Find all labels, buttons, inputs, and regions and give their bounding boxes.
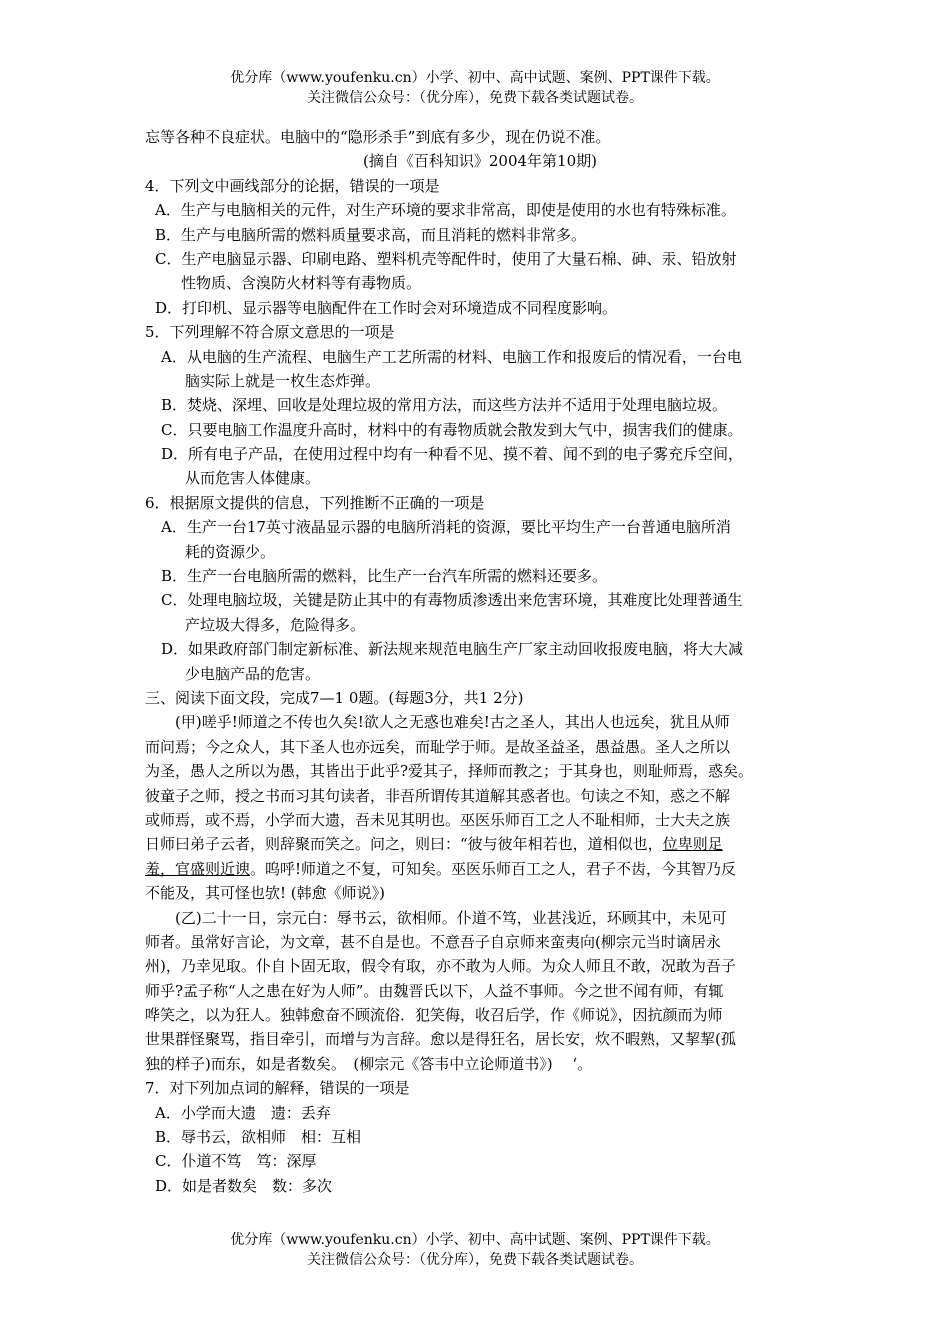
passage-yi — [145, 906, 815, 1077]
passage-line: 彼童子之师，授之书而习其句读者，非吾所谓传其道解其惑者也。句读之不知，惑之不解 — [145, 786, 731, 805]
question-stem: 7．对下列加点词的解释，错误的一项是 — [145, 1079, 410, 1098]
passage-line: 独的样子)而东，如是者数矣。 (柳宗元《答韦中立论师道书》) ‘。 — [145, 1054, 593, 1073]
passage-line: 或师焉，或不焉，小学而大遗，吾未见其明也。巫医乐师百工之人不耻相师，士大夫之族 — [145, 810, 731, 829]
question-stem: 4．下列文中画线部分的论据，错误的一项是 — [145, 176, 440, 195]
option-d: D．如是者数矣 数：多次 — [155, 1176, 333, 1195]
option-a-cont: 耗的资源少。 — [185, 542, 276, 561]
question-stem: 6．根据原文提供的信息，下列推断不正确的一项是 — [145, 493, 485, 512]
passage-line: 世果群怪聚骂，指目牵引，而增与为言辞。愈以是得狂名，居长安，炊不暇熟，又挈挈(孤 — [145, 1030, 736, 1049]
passage-text: 。呜呼!师道之不复，可知矣。巫医乐师百工之人，君子不齿，今其智乃反 — [250, 859, 737, 878]
passage-line: 不能及，其可怪也欤! (韩愈《师说》) — [145, 884, 386, 903]
option-b: B．生产一台电脑所需的燃料，比生产一台汽车所需的燃料还要多。 — [161, 567, 608, 586]
header-line-1: 优分库（www.youfenku.cn）小学、初中、高中试题、案例、PPT课件下载。 — [230, 70, 720, 86]
passage-line — [145, 832, 815, 856]
passage-line: 师者。虽常好言论，为文章，甚不自是也。不意吾子自京师来蛮夷向(柳宗元当时谪居永 — [145, 932, 721, 951]
document-body — [145, 125, 815, 1198]
page-footer — [0, 1230, 950, 1270]
passage-line — [145, 857, 815, 881]
passage-jia — [145, 710, 815, 905]
intro-line: 忘等各种不良症状。电脑中的“隐形杀手”到底有多少，现在仍说不准。 — [145, 128, 611, 146]
option-c: C．仆道不笃 笃：深厚 — [155, 1152, 317, 1171]
option-d-cont: 从而危害人体健康。 — [185, 469, 321, 488]
passage-line: (甲)嗟乎!师道之不传也久矣!欲人之无惑也难矣!古之圣人，其出人也远矣，犹且从师 — [175, 713, 730, 732]
passage-line: 哗笑之，以为狂人。独韩愈奋不顾流俗．犯笑侮，收召后学，作《师说》，因抗颜而为师 — [145, 1006, 723, 1025]
passage-line: 为圣，愚人之所以为愚，其皆出于此乎?爱其子，择师而教之；于其身也，则耻师焉，惑矣。 — [145, 762, 754, 781]
option-b: B．焚烧、深埋、回收是处理垃圾的常用方法，而这些方法并不适用于处理电脑垃圾。 — [161, 396, 728, 415]
header-line-2: 关注微信公众号：（优分库），免费下载各类试题试卷。 — [307, 90, 643, 106]
question-6 — [145, 491, 815, 686]
option-c: C．处理电脑垃圾，关键是防止其中的有毒物质渗透出来危害环境，其难度比处理普通生 — [161, 591, 743, 610]
passage-line: 州)，乃幸见取。仆自卜固无取，假令有取，亦不敢为人师。为众人师且不敢，况敢为吾子 — [145, 957, 736, 976]
question-stem: 5．下列理解不符合原文意思的一项是 — [145, 323, 395, 342]
passage-line: 而问焉；今之众人，其下圣人也亦远矣，而耻学于师。是故圣益圣，愚益愚。圣人之所以 — [145, 737, 731, 756]
underlined-text: 位卑则足 — [662, 835, 723, 854]
option-d: D．打印机、显示器等电脑配件在工作时会对环境造成不同程度影响。 — [155, 298, 618, 317]
option-d-cont: 少电脑产品的危害。 — [185, 664, 321, 683]
footer-line-1: 优分库（www.youfenku.cn）小学、初中、高中试题、案例、PPT课件下载。 — [230, 1232, 720, 1248]
question-4 — [145, 174, 815, 320]
option-d: D．如果政府部门制定新标准、新法规来规范电脑生产厂家主动回收报废电脑，将大大减 — [161, 640, 744, 659]
source-citation: (摘自《百科知识》2004年第10期) — [363, 152, 597, 171]
question-7 — [145, 1076, 815, 1198]
section-3-heading: 三、阅读下面文段，完成7—1 0题。(每题3分，共1 2分) — [145, 688, 524, 707]
option-a: A．生产一台17英寸液晶显示器的电脑所消耗的资源，要比平均生产一台普通电脑所消 — [161, 518, 731, 537]
underlined-text: 羞，官盛则近谀 — [145, 859, 251, 878]
option-a-cont: 脑实际上就是一枚生态炸弹。 — [185, 371, 381, 390]
option-d: D．所有电子产品，在使用过程中均有一种看不见、摸不着、闻不到的电子雾充斥空间， — [161, 445, 744, 464]
option-c: C．只要电脑工作温度升高时，材料中的有毒物质就会散发到大气中，损害我们的健康。 — [161, 420, 743, 439]
footer-line-2: 关注微信公众号：（优分库），免费下载各类试题试卷。 — [307, 1252, 643, 1268]
option-b: B．生产与电脑所需的燃料质量要求高，而且消耗的燃料非常多。 — [155, 225, 587, 244]
passage-text: 日师曰弟子云者，则辞聚而笑之。问之，则曰：“彼与彼年相若也，道相似也， — [145, 835, 663, 854]
page-header — [0, 68, 950, 108]
option-a: A．生产与电脑相关的元件，对生产环境的要求非常高，即使是使用的水也有特殊标准。 — [155, 201, 736, 220]
option-b: B．辱书云，欲相师 相：互相 — [155, 1128, 362, 1147]
option-a: A．小学而大遗 遗：丢弃 — [155, 1103, 331, 1122]
option-c-cont: 产垃圾大得多，危险得多。 — [185, 615, 366, 634]
question-5 — [145, 320, 815, 491]
passage-line: (乙)二十一日，宗元白：辱书云，欲相师。仆道不笃，业甚浅近，环顾其中，未见可 — [175, 908, 727, 927]
option-a: A．从电脑的生产流程、电脑生产工艺所需的材料、电脑工作和报废后的情况看，一台电 — [161, 347, 742, 366]
option-c: C．生产电脑显示器、印刷电路、塑料机壳等配件时，使用了大量石棉、砷、汞、铅放射 — [155, 249, 737, 268]
option-c-cont: 性物质、含溴防火材料等有毒物质。 — [181, 274, 422, 293]
passage-line: 师乎?孟子称“人之患在好为人师”。由魏晋氏以下，人益不事师。今之世不闻有师，有辄 — [145, 981, 724, 1000]
